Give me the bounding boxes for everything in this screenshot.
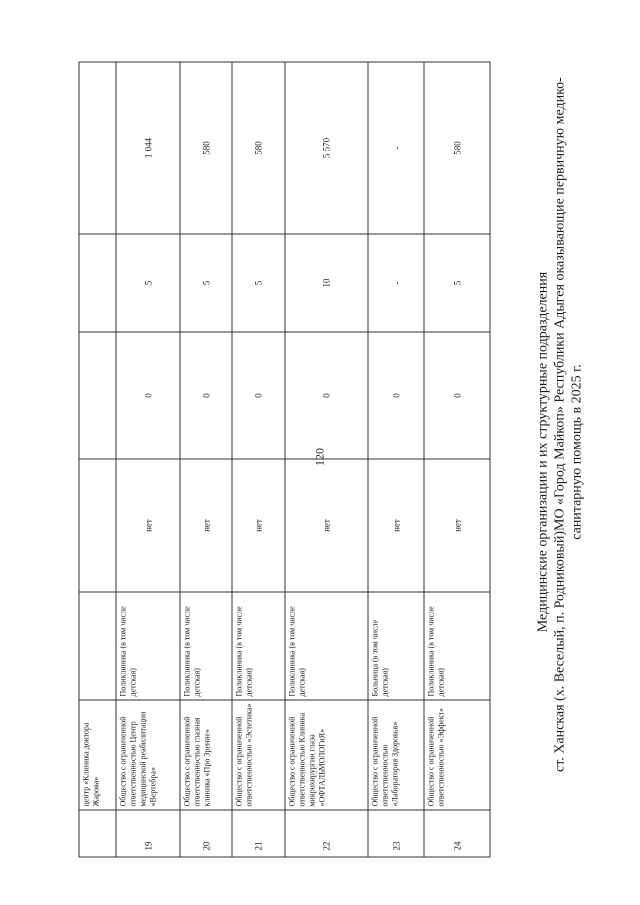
- table-row: [232, 62, 285, 857]
- table-cell-type: Поликлиника (в том числе детская): [424, 592, 490, 700]
- table-cell-num: 22: [285, 810, 368, 857]
- table-row: [116, 62, 180, 857]
- table-caption: [535, 77, 586, 772]
- table-row: [368, 62, 424, 857]
- table-cell-num: 23: [368, 810, 424, 857]
- table-cell-v3: [79, 62, 116, 234]
- table-cell-num: 19: [116, 810, 180, 857]
- table-cell-name: Общество с ограниченной ответственностью Центр медицинской реабилитации «Вертебра»: [116, 700, 180, 810]
- table-cell-v3: 580: [424, 62, 490, 234]
- table-cell-v2: 5: [180, 234, 232, 332]
- table-row: [424, 62, 490, 857]
- table-cell-flag: нет: [180, 459, 232, 592]
- table-cell-flag: нет: [424, 459, 490, 592]
- table-cell-flag: нет: [116, 459, 180, 592]
- medical-organizations-table-wrapper: [78, 62, 489, 857]
- table-cell-v1: 0: [424, 332, 490, 459]
- table-cell-v1: 0: [180, 332, 232, 459]
- table-cell-v2: 10: [285, 234, 368, 332]
- table-row-continued: [79, 62, 116, 857]
- table-cell-v3: 580: [232, 62, 285, 234]
- table-cell-v3: -: [368, 62, 424, 234]
- table-cell-flag: нет: [232, 459, 285, 592]
- table-cell-type: Поликлиника (в том числе детская): [116, 592, 180, 700]
- table-cell-v1: 0: [116, 332, 180, 459]
- table-cell-name: Общество с ограниченной ответственностью «Лаборатория Здоровья»: [368, 700, 424, 810]
- table-cell-v3: 1 044: [116, 62, 180, 234]
- table-cell-v2: 5: [424, 234, 490, 332]
- table-cell-v1: 0: [232, 332, 285, 459]
- table-cell-v2: -: [368, 234, 424, 332]
- table-cell-flag: [79, 459, 116, 592]
- table-cell-type: Поликлиника (в том числе детская): [180, 592, 232, 700]
- table-cell-num: 24: [424, 810, 490, 857]
- page-number: 120: [312, 448, 327, 466]
- table-cell-v2: 5: [116, 234, 180, 332]
- table-row: [285, 62, 368, 857]
- table-cell-v2: [79, 234, 116, 332]
- caption-line-1: Медицинские организации и их структурные подразделения: [535, 271, 551, 633]
- table-cell-name: центр «Клиника доктора Жарова»: [79, 700, 116, 810]
- table-cell-type: [79, 592, 116, 700]
- table-cell-name: Общество с ограниченной ответственностью глазная клиника «Про Зрение»: [180, 700, 232, 810]
- caption-line-3: санитарную помощь в 2025 г.: [569, 364, 585, 540]
- table-cell-flag: нет: [368, 459, 424, 592]
- table-cell-v2: 5: [232, 234, 285, 332]
- table-cell-type: Поликлиника (в том числе детская): [232, 592, 285, 700]
- table-cell-name: Общество с ограниченной ответственностью Клиника микрохирургии глаза «ОФТАЛЬМОЛОГиЯ»: [285, 700, 368, 810]
- table-cell-type: Больница (в том числе детская): [368, 592, 424, 700]
- table-cell-v1: 0: [285, 332, 368, 459]
- table-cell-v1: [79, 332, 116, 459]
- table-cell-type: Поликлиника (в том числе детская): [285, 592, 368, 700]
- caption-line-2: ст. Ханская (х. Веселый, п. Родниковый)МО «Город Майкоп» Республики Адыгея оказывающие первичную медико-: [552, 77, 568, 772]
- table-cell-v3: 5 570: [285, 62, 368, 234]
- table-cell-name: Общество с ограниченной ответственностью «Эстетика»: [232, 700, 285, 810]
- medical-organizations-table: [78, 61, 490, 857]
- table-cell-v1: 0: [368, 332, 424, 459]
- table-cell-num: 21: [232, 810, 285, 857]
- table-cell-name: Общество с ограниченной ответственностью «Эффект»: [424, 700, 490, 810]
- table-cell-v3: 580: [180, 62, 232, 234]
- table-cell-flag: нет: [285, 459, 368, 592]
- table-cell-num: [79, 810, 116, 857]
- table-cell-num: 20: [180, 810, 232, 857]
- table-row: [180, 62, 232, 857]
